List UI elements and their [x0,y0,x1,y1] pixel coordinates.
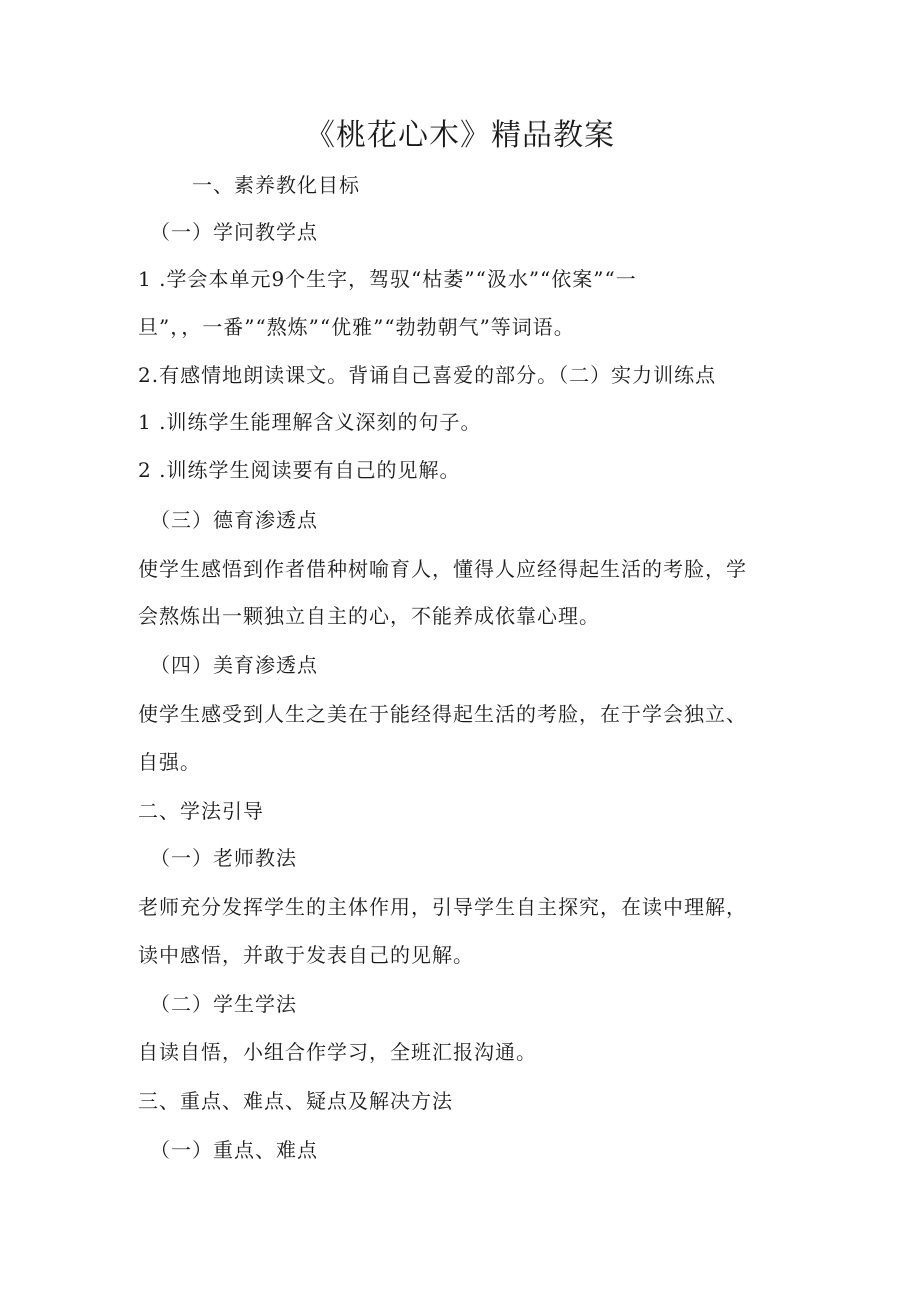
heading-key-points: 三、重点、难点、疑点及解决方法 [138,1089,453,1113]
paragraph-line: 1 .学会本单元9个生字，驾驭“枯萎”“汲水”“依案”“一 [138,267,637,291]
paragraph-line: 读中感悟，并敢于发表自己的见解。 [138,943,474,967]
paragraph-line: 使学生感受到人生之美在于能经得起生活的考脸，在于学会独立、 [138,702,747,726]
heading-study-method: 二、学法引导 [138,799,264,823]
paragraph-line: 使学生感悟到作者借种树喻育人，懂得人应经得起生活的考脸，学 [138,557,747,581]
subheading-student-method: （二）学生学法 [150,992,297,1016]
paragraph-line: 1 .训练学生能理解含义深刻的句子。 [138,410,482,434]
paragraph-line: 2 .训练学生阅读要有自己的见解。 [138,458,461,482]
paragraph-line: 2.有感情地朗读课文。背诵自己喜爱的部分。（二）实力训练点 [138,363,717,387]
subheading-moral-education: （三）德育渗透点 [150,508,318,532]
subheading-aesthetic-education: （四）美育渗透点 [150,653,318,677]
heading-objectives: 一、素养教化目标 [192,173,360,197]
paragraph-line: 会熬炼出一颗独立自主的心，不能养成依靠心理。 [138,604,600,628]
paragraph-line: 自强。 [138,750,201,774]
subheading-teacher-method: （一）老师教法 [150,846,297,870]
paragraph-line: 老师充分发挥学生的主体作用，引导学生自主探究，在读中理解， [138,895,747,919]
subheading-key-difficult-points: （一）重点、难点 [150,1138,318,1162]
document-title: 《桃花心木》精品教案 [305,118,615,153]
paragraph-line: 旦”，，一番”“熬炼”“优雅”“勃勃朝气”等词语。 [138,315,575,339]
subheading-knowledge-points: （一）学问教学点 [150,220,318,244]
paragraph-line: 自读自悟，小组合作学习，全班汇报沟通。 [138,1040,537,1064]
